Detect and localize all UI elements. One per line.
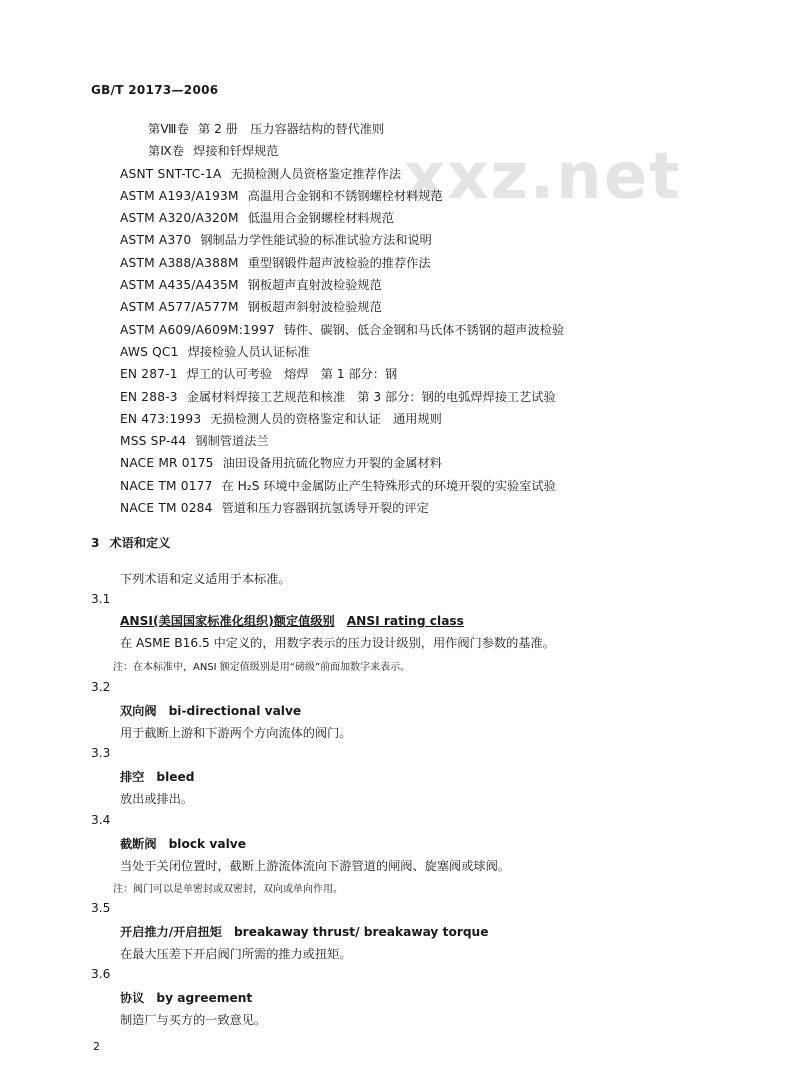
reference-code: ASTM A370	[120, 233, 192, 248]
watermark: xxz.net	[404, 140, 682, 214]
reference-item	[120, 341, 680, 363]
reference-title: 第 2 册 压力容器结构的替代准则	[198, 122, 385, 136]
reference-item	[120, 319, 680, 341]
reference-title: 重型钢锻件超声波检验的推荐作法	[247, 255, 431, 270]
reference-title: 高温用合金钢和不锈钢螺栓材料规范	[247, 188, 443, 203]
term-definition: 在最大压差下开启阀门所需的推力或扭矩。	[120, 947, 352, 961]
reference-item	[120, 185, 680, 207]
term-number: 3.5	[91, 901, 111, 915]
reference-title: 焊工的认可考验 熔焊 第 1 部分：钢	[186, 367, 398, 382]
reference-code: ASTM A577/A577M	[120, 300, 239, 315]
reference-title: 在 H₂S 环境中金属防止产生特殊形式的环境开裂的实验室试验	[221, 478, 556, 493]
term-name-zh: ANSI(美国国家标准化组织)额定值级别	[120, 614, 335, 628]
reference-item	[120, 229, 680, 251]
term-name-zh: 截断阀	[120, 837, 157, 851]
term-name-en: bleed	[156, 770, 195, 784]
term-number: 3.3	[91, 746, 111, 760]
term-note: 注：阀门可以是单密封或双密封，双向或单向作用。	[113, 884, 343, 895]
reference-item	[120, 363, 680, 385]
term-number: 3.2	[91, 680, 111, 694]
reference-code: ASTM A193/A193M	[120, 188, 239, 203]
term-number: 3.6	[91, 967, 111, 981]
standard-number: GB/T 20173—2006	[91, 83, 219, 97]
reference-code: NACE TM 0177	[120, 478, 213, 493]
reference-code: ASTM A320/A320M	[120, 211, 239, 226]
term-name-zh: 双向阀	[120, 704, 157, 718]
reference-item	[120, 475, 680, 497]
term-definition: 在 ASME B16.5 中定义的，用数字表示的压力设计级别，用作阀门参数的基准。	[120, 636, 555, 650]
term-name	[120, 612, 464, 629]
reference-code: EN 287-1	[120, 367, 178, 382]
reference-item	[120, 140, 680, 162]
reference-title: 钢板超声斜射波检验规范	[247, 300, 382, 315]
reference-code: NACE TM 0284	[120, 501, 213, 516]
normative-references-list	[120, 118, 680, 519]
reference-code: NACE MR 0175	[120, 456, 214, 471]
reference-item	[120, 452, 680, 474]
term-number: 3.4	[91, 813, 111, 827]
term-name-en: ANSI rating class	[346, 614, 464, 628]
reference-item	[120, 430, 680, 452]
reference-title: 铸件、碳钢、低合金钢和马氏体不锈钢的超声波检验	[283, 322, 565, 337]
reference-code: ASTM A388/A388M	[120, 255, 239, 270]
reference-title: 钢制管道法兰	[195, 434, 269, 449]
reference-code: ASTM A435/A435M	[120, 278, 239, 293]
term-name-en: block valve	[168, 837, 246, 851]
term-definition: 用于截断上游和下游两个方向流体的阀门。	[120, 726, 352, 740]
term-name	[120, 768, 195, 785]
term-name-zh: 开启推力/开启扭矩	[120, 925, 222, 939]
reference-title: 管道和压力容器钢抗氢诱导开裂的评定	[221, 501, 429, 516]
reference-title: 低温用合金钢螺栓材料规范	[247, 211, 394, 226]
reference-item	[120, 163, 680, 185]
reference-item	[120, 118, 680, 140]
reference-code: ASNT SNT-TC-1A	[120, 166, 222, 181]
reference-code: ASTM A609/A609M:1997	[120, 322, 275, 337]
term-name-zh: 协议	[120, 991, 145, 1005]
reference-title: 无损检测人员的资格鉴定和认证 通用规则	[210, 411, 442, 426]
reference-code: AWS QC1	[120, 344, 179, 359]
section-number: 3	[91, 536, 100, 550]
term-definition: 放出或排出。	[120, 792, 194, 806]
reference-title: 焊接和钎焊规范	[193, 144, 279, 159]
term-name-en: by agreement	[156, 991, 253, 1005]
term-name	[120, 702, 301, 719]
term-note: 注：在本标准中，ANSI 额定值级别是用“磅级”前面加数字来表示。	[113, 662, 411, 673]
term-name-en: bi-directional valve	[168, 704, 302, 718]
term-definition: 当处于关闭位置时，截断上游流体流向下游管道的闸阀、旋塞阀或球阀。	[120, 859, 510, 873]
reference-item	[120, 408, 680, 430]
reference-code: EN 473:1993	[120, 411, 202, 426]
reference-title: 钢板超声直射波检验规范	[247, 278, 382, 293]
reference-item	[120, 252, 680, 274]
reference-title: 钢制品力学性能试验的标准试验方法和说明	[200, 233, 432, 248]
reference-code: 第Ⅸ卷	[148, 144, 185, 159]
term-name-zh: 排空	[120, 770, 145, 784]
term-name-en: breakaway thrust/ breakaway torque	[233, 925, 489, 939]
section-heading	[91, 534, 170, 551]
reference-title: 油田设备用抗硫化物应力开裂的金属材料	[222, 456, 442, 471]
reference-title: 无损检测人员资格鉴定推荐作法	[230, 166, 402, 181]
section-intro: 下列术语和定义适用于本标准。	[120, 572, 291, 586]
term-name	[120, 923, 489, 940]
reference-code: MSS SP-44	[120, 434, 187, 449]
reference-item	[120, 386, 680, 408]
page-number: 2	[93, 1040, 100, 1053]
term-name	[120, 989, 252, 1006]
reference-title: 焊接检验人员认证标准	[187, 344, 310, 359]
reference-item	[120, 497, 680, 519]
reference-item	[120, 296, 680, 318]
reference-item	[120, 207, 680, 229]
section-title: 术语和定义	[109, 536, 171, 550]
reference-code: 第Ⅷ卷	[148, 122, 190, 136]
reference-item	[120, 274, 680, 296]
reference-title: 金属材料焊接工艺规范和核准 第 3 部分：钢的电弧焊焊接工艺试验	[186, 389, 556, 404]
term-number: 3.1	[91, 592, 111, 606]
term-name	[120, 835, 246, 852]
term-definition: 制造厂与买方的一致意见。	[120, 1013, 267, 1027]
reference-code: EN 288-3	[120, 389, 178, 404]
